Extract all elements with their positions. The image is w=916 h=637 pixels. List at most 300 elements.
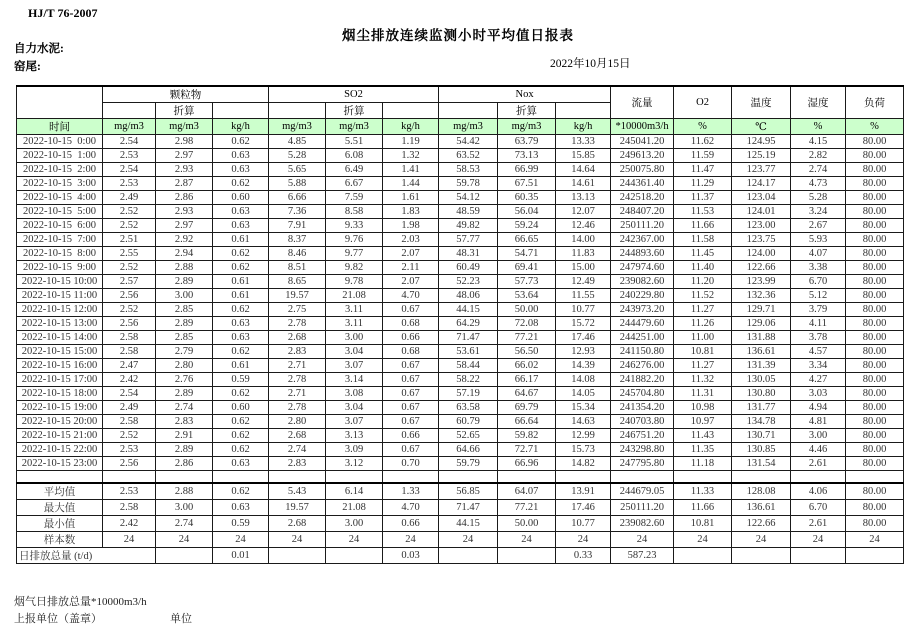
value-cell: 124.01	[732, 205, 791, 219]
summary-label-cell: 最小值	[17, 515, 103, 531]
value-cell: 11.00	[674, 331, 732, 345]
value-cell: 2.55	[103, 247, 156, 261]
page-title: 烟尘排放连续监测小时平均值日报表	[342, 28, 574, 43]
value-cell: 10.77	[556, 303, 611, 317]
summary-value-cell: 24	[269, 531, 326, 547]
value-cell: 4.46	[791, 443, 846, 457]
unit-cell: kg/h	[213, 119, 269, 135]
value-cell: 58.53	[439, 163, 498, 177]
value-cell: 2.89	[156, 387, 213, 401]
value-cell: 14.82	[556, 457, 611, 471]
spacer-cell	[326, 471, 383, 483]
summary-value-cell: 5.43	[269, 483, 326, 500]
value-cell: 242518.20	[611, 191, 674, 205]
value-cell: 3.12	[326, 457, 383, 471]
table-row	[17, 415, 904, 429]
value-cell: 80.00	[846, 233, 904, 247]
value-cell: 130.71	[732, 429, 791, 443]
value-cell: 3.04	[326, 345, 383, 359]
value-cell: 246751.20	[611, 429, 674, 443]
time-cell: 2022-10-15 9:00	[17, 261, 103, 275]
daily-total-value-cell	[846, 547, 904, 563]
header-flow: 流量	[611, 86, 674, 119]
group-header-nox: Nox	[439, 86, 611, 103]
value-cell: 8.37	[269, 233, 326, 247]
value-cell: 56.50	[498, 345, 556, 359]
value-cell: 14.00	[556, 233, 611, 247]
value-cell: 0.60	[213, 191, 269, 205]
value-cell: 3.14	[326, 373, 383, 387]
value-cell: 53.64	[498, 289, 556, 303]
value-cell: 64.67	[498, 387, 556, 401]
value-cell: 52.23	[439, 275, 498, 289]
value-cell: 17.46	[556, 331, 611, 345]
value-cell: 8.65	[269, 275, 326, 289]
value-cell: 124.00	[732, 247, 791, 261]
value-cell: 4.81	[791, 415, 846, 429]
summary-value-cell: 80.00	[846, 515, 904, 531]
value-cell: 50.00	[498, 303, 556, 317]
value-cell: 2.68	[269, 429, 326, 443]
value-cell: 2.67	[791, 219, 846, 233]
spacer-row	[17, 471, 904, 483]
value-cell: 129.06	[732, 317, 791, 331]
value-cell: 2.75	[269, 303, 326, 317]
value-cell: 2.93	[156, 205, 213, 219]
header-row-groups	[17, 86, 904, 103]
value-cell: 2.52	[103, 303, 156, 317]
value-cell: 136.61	[732, 345, 791, 359]
report-table-wrap	[16, 85, 904, 564]
value-cell: 80.00	[846, 401, 904, 415]
value-cell: 63.79	[498, 135, 556, 149]
value-cell: 241354.20	[611, 401, 674, 415]
value-cell: 1.32	[383, 149, 439, 163]
value-cell: 57.73	[498, 275, 556, 289]
value-cell: 2.93	[156, 163, 213, 177]
time-cell: 2022-10-15 13:00	[17, 317, 103, 331]
value-cell: 0.67	[383, 359, 439, 373]
value-cell: 2.97	[156, 149, 213, 163]
daily-total-value-cell: 0.01	[213, 547, 269, 563]
value-cell: 131.77	[732, 401, 791, 415]
summary-value-cell: 0.66	[383, 515, 439, 531]
value-cell: 0.62	[213, 261, 269, 275]
spacer-cell	[213, 471, 269, 483]
value-cell: 21.08	[326, 289, 383, 303]
value-cell: 2.54	[103, 387, 156, 401]
value-cell: 2.98	[156, 135, 213, 149]
group-header-particulate: 颗粒物	[103, 86, 269, 103]
value-cell: 11.45	[674, 247, 732, 261]
summary-value-cell: 24	[674, 531, 732, 547]
value-cell: 123.04	[732, 191, 791, 205]
value-cell: 80.00	[846, 429, 904, 443]
value-cell: 73.13	[498, 149, 556, 163]
value-cell: 64.29	[439, 317, 498, 331]
value-cell: 130.05	[732, 373, 791, 387]
unit-label: 单位	[170, 613, 192, 625]
summary-value-cell: 250111.20	[611, 499, 674, 515]
value-cell: 80.00	[846, 289, 904, 303]
value-cell: 66.02	[498, 359, 556, 373]
value-cell: 2.53	[103, 149, 156, 163]
summary-value-cell: 10.77	[556, 515, 611, 531]
value-cell: 56.04	[498, 205, 556, 219]
value-cell: 2.54	[103, 135, 156, 149]
value-cell: 245704.80	[611, 387, 674, 401]
table-row	[17, 275, 904, 289]
value-cell: 64.66	[439, 443, 498, 457]
time-cell: 2022-10-15 8:00	[17, 247, 103, 261]
value-cell: 240703.80	[611, 415, 674, 429]
converted-label: 折算	[326, 103, 383, 119]
daily-total-value-cell	[674, 547, 732, 563]
value-cell: 241150.80	[611, 345, 674, 359]
value-cell: 14.64	[556, 163, 611, 177]
summary-value-cell: 10.81	[674, 515, 732, 531]
value-cell: 2.57	[103, 275, 156, 289]
value-cell: 3.11	[326, 317, 383, 331]
table-row	[17, 429, 904, 443]
value-cell: 2.76	[156, 373, 213, 387]
value-cell: 48.31	[439, 247, 498, 261]
value-cell: 72.71	[498, 443, 556, 457]
value-cell: 8.46	[269, 247, 326, 261]
value-cell: 60.79	[439, 415, 498, 429]
spacer-cell	[674, 471, 732, 483]
value-cell: 80.00	[846, 387, 904, 401]
value-cell: 11.66	[674, 219, 732, 233]
report-table	[16, 85, 904, 564]
value-cell: 2.80	[156, 359, 213, 373]
time-cell: 2022-10-15 10:00	[17, 275, 103, 289]
daily-total-value-cell	[326, 547, 383, 563]
value-cell: 11.55	[556, 289, 611, 303]
unit-cell: %	[791, 119, 846, 135]
value-cell: 2.80	[269, 415, 326, 429]
value-cell: 11.53	[674, 205, 732, 219]
value-cell: 0.66	[383, 331, 439, 345]
value-cell: 12.93	[556, 345, 611, 359]
summary-label-cell: 样本数	[17, 531, 103, 547]
value-cell: 13.33	[556, 135, 611, 149]
value-cell: 3.38	[791, 261, 846, 275]
daily-total-value-cell	[791, 547, 846, 563]
summary-value-cell: 128.08	[732, 483, 791, 500]
time-cell: 2022-10-15 5:00	[17, 205, 103, 219]
value-cell: 11.40	[674, 261, 732, 275]
summary-row	[17, 531, 904, 547]
value-cell: 3.34	[791, 359, 846, 373]
table-row	[17, 373, 904, 387]
value-cell: 59.79	[439, 457, 498, 471]
value-cell: 48.59	[439, 205, 498, 219]
summary-row	[17, 499, 904, 515]
value-cell: 3.07	[326, 359, 383, 373]
value-cell: 123.75	[732, 233, 791, 247]
value-cell: 11.32	[674, 373, 732, 387]
value-cell: 4.11	[791, 317, 846, 331]
value-cell: 2.86	[156, 191, 213, 205]
value-cell: 6.67	[326, 177, 383, 191]
value-cell: 3.79	[791, 303, 846, 317]
summary-value-cell: 17.46	[556, 499, 611, 515]
value-cell: 1.98	[383, 219, 439, 233]
time-cell: 2022-10-15 7:00	[17, 233, 103, 247]
value-cell: 2.78	[269, 317, 326, 331]
value-cell: 0.62	[213, 415, 269, 429]
value-cell: 131.39	[732, 359, 791, 373]
value-cell: 0.62	[213, 345, 269, 359]
unit-cell: *10000m3/h	[611, 119, 674, 135]
value-cell: 2.58	[103, 331, 156, 345]
value-cell: 8.58	[326, 205, 383, 219]
summary-value-cell: 77.21	[498, 499, 556, 515]
value-cell: 72.08	[498, 317, 556, 331]
summary-value-cell: 4.70	[383, 499, 439, 515]
value-cell: 4.85	[269, 135, 326, 149]
time-cell: 2022-10-15 22:00	[17, 443, 103, 457]
summary-value-cell: 56.85	[439, 483, 498, 500]
value-cell: 80.00	[846, 373, 904, 387]
header-row-units	[17, 119, 904, 135]
value-cell: 2.56	[103, 317, 156, 331]
value-cell: 0.60	[213, 401, 269, 415]
value-cell: 12.99	[556, 429, 611, 443]
summary-value-cell: 64.07	[498, 483, 556, 500]
blank-cell	[439, 103, 498, 119]
value-cell: 59.78	[439, 177, 498, 191]
daily-total-label: 日排放总量 (t/d)	[17, 547, 156, 563]
unit-cell: mg/m3	[326, 119, 383, 135]
value-cell: 2.07	[383, 247, 439, 261]
time-cell: 2022-10-15 20:00	[17, 415, 103, 429]
summary-value-cell: 24	[383, 531, 439, 547]
table-row	[17, 149, 904, 163]
table-row	[17, 205, 904, 219]
value-cell: 4.07	[791, 247, 846, 261]
summary-value-cell: 24	[732, 531, 791, 547]
value-cell: 0.67	[383, 373, 439, 387]
time-cell: 2022-10-15 1:00	[17, 149, 103, 163]
value-cell: 12.46	[556, 219, 611, 233]
table-row	[17, 443, 904, 457]
table-row	[17, 359, 904, 373]
value-cell: 2.92	[156, 233, 213, 247]
value-cell: 60.35	[498, 191, 556, 205]
value-cell: 125.19	[732, 149, 791, 163]
value-cell: 5.93	[791, 233, 846, 247]
value-cell: 5.88	[269, 177, 326, 191]
spacer-cell	[17, 471, 103, 483]
value-cell: 7.36	[269, 205, 326, 219]
value-cell: 11.43	[674, 429, 732, 443]
value-cell: 80.00	[846, 415, 904, 429]
value-cell: 123.77	[732, 163, 791, 177]
value-cell: 2.52	[103, 261, 156, 275]
value-cell: 9.82	[326, 261, 383, 275]
value-cell: 19.57	[269, 289, 326, 303]
value-cell: 2.71	[269, 387, 326, 401]
value-cell: 246276.00	[611, 359, 674, 373]
table-row	[17, 233, 904, 247]
value-cell: 80.00	[846, 331, 904, 345]
value-cell: 44.15	[439, 303, 498, 317]
value-cell: 9.78	[326, 275, 383, 289]
table-row	[17, 163, 904, 177]
value-cell: 130.80	[732, 387, 791, 401]
value-cell: 5.65	[269, 163, 326, 177]
value-cell: 2.42	[103, 373, 156, 387]
value-cell: 66.17	[498, 373, 556, 387]
value-cell: 11.29	[674, 177, 732, 191]
summary-row	[17, 515, 904, 531]
summary-value-cell: 2.58	[103, 499, 156, 515]
spacer-cell	[556, 471, 611, 483]
table-row	[17, 303, 904, 317]
value-cell: 58.44	[439, 359, 498, 373]
value-cell: 4.15	[791, 135, 846, 149]
spacer-cell	[439, 471, 498, 483]
value-cell: 11.26	[674, 317, 732, 331]
spacer-cell	[269, 471, 326, 483]
unit-cell: mg/m3	[498, 119, 556, 135]
value-cell: 2.58	[103, 345, 156, 359]
time-cell: 2022-10-15 19:00	[17, 401, 103, 415]
value-cell: 241882.20	[611, 373, 674, 387]
summary-value-cell: 3.00	[156, 499, 213, 515]
summary-value-cell: 24	[103, 531, 156, 547]
summary-value-cell: 2.68	[269, 515, 326, 531]
daily-total-row	[17, 547, 904, 563]
value-cell: 2.89	[156, 317, 213, 331]
value-cell: 3.00	[326, 331, 383, 345]
blank-cell	[383, 103, 439, 119]
daily-total-value-cell: 587.23	[611, 547, 674, 563]
value-cell: 5.51	[326, 135, 383, 149]
converted-label: 折算	[498, 103, 556, 119]
spacer-cell	[732, 471, 791, 483]
value-cell: 134.78	[732, 415, 791, 429]
value-cell: 11.83	[556, 247, 611, 261]
value-cell: 0.63	[213, 317, 269, 331]
value-cell: 123.00	[732, 219, 791, 233]
summary-value-cell: 136.61	[732, 499, 791, 515]
value-cell: 10.97	[674, 415, 732, 429]
value-cell: 2.11	[383, 261, 439, 275]
unit-cell: kg/h	[383, 119, 439, 135]
spacer-cell	[156, 471, 213, 483]
value-cell: 3.24	[791, 205, 846, 219]
blank-cell	[103, 103, 156, 119]
value-cell: 12.07	[556, 205, 611, 219]
value-cell: 11.27	[674, 359, 732, 373]
value-cell: 80.00	[846, 163, 904, 177]
value-cell: 2.88	[156, 261, 213, 275]
table-row	[17, 247, 904, 261]
summary-value-cell: 2.74	[156, 515, 213, 531]
value-cell: 123.99	[732, 275, 791, 289]
value-cell: 4.70	[383, 289, 439, 303]
value-cell: 2.53	[103, 177, 156, 191]
summary-value-cell: 24	[326, 531, 383, 547]
value-cell: 9.76	[326, 233, 383, 247]
spacer-cell	[791, 471, 846, 483]
value-cell: 0.63	[213, 457, 269, 471]
time-cell: 2022-10-15 16:00	[17, 359, 103, 373]
summary-value-cell: 239082.60	[611, 515, 674, 531]
value-cell: 69.41	[498, 261, 556, 275]
value-cell: 11.37	[674, 191, 732, 205]
report-table-body	[17, 135, 904, 564]
value-cell: 2.74	[269, 443, 326, 457]
value-cell: 59.82	[498, 429, 556, 443]
value-cell: 243973.20	[611, 303, 674, 317]
time-cell: 2022-10-15 23:00	[17, 457, 103, 471]
time-cell: 2022-10-15 21:00	[17, 429, 103, 443]
value-cell: 10.81	[674, 345, 732, 359]
summary-value-cell: 80.00	[846, 499, 904, 515]
value-cell: 129.71	[732, 303, 791, 317]
value-cell: 3.07	[326, 415, 383, 429]
value-cell: 2.85	[156, 331, 213, 345]
time-cell: 2022-10-15 15:00	[17, 345, 103, 359]
value-cell: 2.89	[156, 275, 213, 289]
value-cell: 71.47	[439, 331, 498, 345]
value-cell: 0.62	[213, 443, 269, 457]
summary-value-cell: 0.62	[213, 483, 269, 500]
value-cell: 2.56	[103, 457, 156, 471]
value-cell: 80.00	[846, 149, 904, 163]
value-cell: 6.70	[791, 275, 846, 289]
value-cell: 54.42	[439, 135, 498, 149]
value-cell: 15.72	[556, 317, 611, 331]
summary-value-cell: 0.59	[213, 515, 269, 531]
value-cell: 244479.60	[611, 317, 674, 331]
value-cell: 54.12	[439, 191, 498, 205]
value-cell: 15.85	[556, 149, 611, 163]
time-header: 时间	[17, 119, 103, 135]
blank-cell	[269, 103, 326, 119]
table-row	[17, 191, 904, 205]
value-cell: 11.31	[674, 387, 732, 401]
value-cell: 3.09	[326, 443, 383, 457]
table-row	[17, 331, 904, 345]
value-cell: 2.61	[791, 457, 846, 471]
value-cell: 11.58	[674, 233, 732, 247]
value-cell: 2.83	[269, 345, 326, 359]
summary-value-cell: 50.00	[498, 515, 556, 531]
time-cell: 2022-10-15 0:00	[17, 135, 103, 149]
value-cell: 11.52	[674, 289, 732, 303]
summary-value-cell: 11.66	[674, 499, 732, 515]
header-temperature: 温度	[732, 86, 791, 119]
value-cell: 2.78	[269, 401, 326, 415]
value-cell: 244361.40	[611, 177, 674, 191]
value-cell: 2.97	[156, 219, 213, 233]
time-cell: 2022-10-15 2:00	[17, 163, 103, 177]
table-row	[17, 289, 904, 303]
value-cell: 2.87	[156, 177, 213, 191]
daily-total-value-cell	[732, 547, 791, 563]
value-cell: 1.19	[383, 135, 439, 149]
summary-value-cell: 21.08	[326, 499, 383, 515]
value-cell: 11.59	[674, 149, 732, 163]
value-cell: 4.73	[791, 177, 846, 191]
company-label: 自力水泥:	[14, 43, 64, 55]
value-cell: 60.49	[439, 261, 498, 275]
